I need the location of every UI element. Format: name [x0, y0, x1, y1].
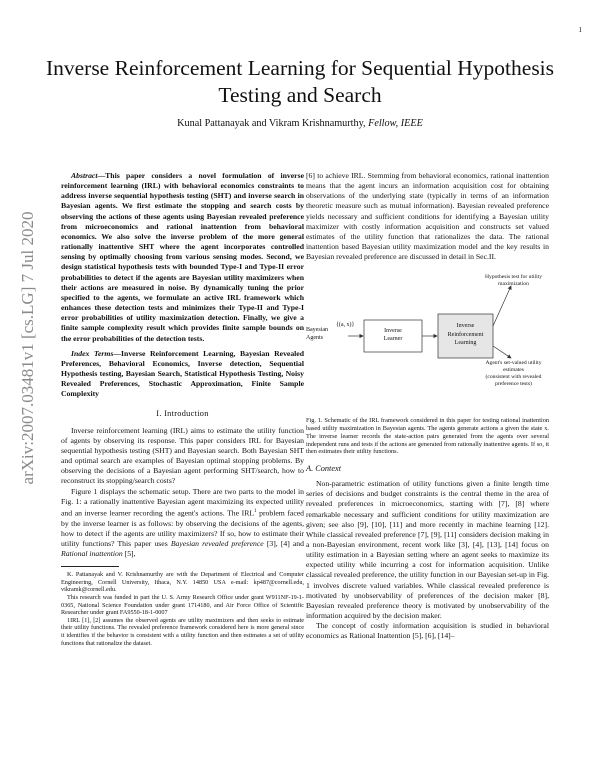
- author-fellow: Fellow, IEEE: [368, 118, 423, 129]
- index-terms-lead: Index Terms: [71, 348, 114, 358]
- index-terms: [61, 349, 304, 400]
- inverse-learner-label: [364, 327, 422, 343]
- agents-label-line-1: Bayesian: [306, 327, 328, 334]
- intro-p2-part-b: problem faced by the inverse learner is as follows: by observing the decisions of the agents, how to detect if the agents are utility maximizers? If so, how to estimate their utility functions? This paper uses: [61, 508, 305, 548]
- right-paragraph-3: The concept of costly information acquisition is studied in behavioral economics as Rational Inattention [5], [6], [14]–: [306, 621, 549, 641]
- out1-line-2: maximization: [498, 281, 529, 288]
- agents-label: [306, 326, 328, 342]
- agents-label-line-2: Agents: [306, 335, 323, 342]
- output-utility-test: [478, 274, 549, 288]
- abstract: [61, 171, 304, 344]
- output-utility-estimates: [478, 360, 549, 388]
- intro-p2-emph-1: Bayesian revealed preference: [170, 538, 264, 548]
- abstract-lead: Abstract: [71, 171, 98, 180]
- engine-line-2: Reinforcement: [447, 331, 484, 338]
- out2-line-2: estimates: [503, 367, 524, 374]
- subsection-heading-context: A. Context: [306, 463, 342, 473]
- arrow-irl-to-test: [493, 286, 511, 326]
- intro-paragraph-1: Inverse reinforcement learning (IRL) aims to estimate the utility function of agents by observing its response. This paper considers IRL for Bayesian sequential hypothesis testing (SHT) and Bayesian search. Both Bayesian SHT and optimal search are examples of Bayesian optimal stopping problems. By observing the decisions of a Bayesian agent performing SHT/search, how to reconstruct its stopping/search costs?: [61, 425, 304, 486]
- footnote-affiliation: K. Pattanayak and V. Krishnamurthy are with the Department of Electrical and Computer Engineering, Cornell University, Ithaca, N.Y. 14850 USA e-mail: kp487@cornell.edu, vikramk@cornell.edu.: [61, 571, 304, 594]
- paper-title: Inverse Reinforcement Learning for Sequential Hypothesis Testing and Search: [45, 56, 555, 107]
- learner-line-1: Inverse: [384, 328, 402, 335]
- index-terms-text: —Inverse Reinforcement Learning, Bayesian Revealed Preferences, Behavioral Economics, Inverse detection, Sequential Hypothesis testing, Bayesian Search, Statistical Hypothesis Testing, Noisy Revealed Preferences, Stochastic Approximation, Finite Sample Complexity: [61, 348, 304, 399]
- footnotes: [61, 571, 304, 647]
- footnote-1: 1IRL [1], [2] assumes the observed agents are utility maximizers and then seeks to estimate their utility functions. The revealed preference framework considered here is more general since it identifies if the behavior is consistent with a utility function and then estimates a set of utility functions that rationalize the dataset.: [61, 616, 304, 647]
- page-number: 1: [578, 26, 582, 34]
- out1-line-1: Hypothesis test for utility: [484, 274, 543, 281]
- intro-paragraph-2: [61, 487, 304, 560]
- right-column: [306, 171, 549, 642]
- out2-line-1: Agent's set-valued utility: [485, 360, 542, 367]
- left-column: [61, 171, 304, 647]
- author-names: Kunal Pattanayak and Vikram Krishnamurthy,: [177, 118, 369, 129]
- footnote-rule: [61, 566, 119, 567]
- out2-line-4: preference tests): [495, 381, 532, 388]
- intro-p2-emph-2: Rational inattention: [61, 549, 123, 559]
- irl-engine-label: [438, 322, 493, 348]
- out2-line-3: (consistent with revealed: [485, 374, 542, 381]
- intro-p2-part-c: [3], [4] and: [263, 538, 304, 548]
- arxiv-identifier: arXiv:2007.03481v1 [cs.LG] 7 Jul 2020: [18, 211, 37, 485]
- figure-1-caption: Fig. 1. Schematic of the IRL framework considered in this paper for testing rational inattention based utility maximization in Bayesian agents. The agents generate actions a given the state x. The inverse learner records the state-action pairs generated from the agents over several independent runs and tests if the actions are generated from rationally inattentive agents. If so, it then estimates their utility functions.: [306, 417, 549, 456]
- state-action-pair-label: {(a, x)}: [336, 322, 355, 329]
- engine-line-1: Inverse: [456, 323, 475, 330]
- learner-line-2: Learner: [383, 336, 403, 343]
- abstract-text: —This paper considers a novel formulation of inverse reinforcement learning (IRL) with behavioral economics constraints to address inverse sequential hypothesis testing (SHT) and inverse search in Bayesian agents. We first estimate the stopping and search costs by observing the actions of these agents using Bayesian revealed preference from microeconomics and rational inattention from behavioral economics. We also solve the inverse problem of the more general rationally inattentive SHT where the agent incorporates controlled sensing by optimally choosing from various sensing modes. Second, we design statistical hypothesis tests with bounded Type-I and Type-II error probabilities to detect if the agents are Bayesian utility maximizers when their actions are measured in noise. By dynamically tuning the prior specified to the agents, we formulate an active IRL framework which enhances these detection tests and minimizes their Type-II and Type-I error probabilities of utility maximization detection. Finally, we give a finite sample complexity result which provides finite sample bounds on the error probabilities of the detection tests.: [61, 171, 304, 343]
- footnote-funding: This research was funded in part the U. S. Army Research Office under grant W911NF-19-1-0365, National Science Foundation under grant 1714180, and Air Force Office of Scientific Researcher under grant FA9550-18-1-0007: [61, 593, 304, 617]
- right-paragraph-2: Non-parametric estimation of utility functions given a finite length time series of decisions and budget constraints is the central theme in the area of revealed preferences in microeconomics, starting with [7], [8] where remarkable necessary and sufficient conditions for utility maximization are given; see also [9], [10], [11] and more recently in machine learning [12]. While classical revealed preference [7], [9], [11] considers decision making in a non-Bayesian environment, recent work like [3], [4], [13], [14] focus on utility estimation in a Bayesian setting where an agent seeks to maximize its expected utility while incurring a cost for information acquisition. Unlike classical revealed preference, the utility function in our Bayesian set-up in Fig. 1 involves discrete valued variables. While classical revealed preference is motivated by unobservability of preferences of the decision maker [8], Bayesian revealed preference theory is motivated by unobservability of the information acquired by the decision maker.: [306, 479, 549, 621]
- footnote-marker: 1: [254, 508, 257, 514]
- section-heading-introduction: I. Introduction: [156, 409, 209, 419]
- figure-1-diagram: [306, 274, 549, 414]
- paper-authors: [40, 118, 560, 129]
- irl-schematic: [306, 274, 549, 414]
- arrow-irl-to-estimates: [493, 346, 511, 358]
- engine-line-3: Learning: [454, 340, 477, 347]
- right-paragraph-1: [6] to achieve IRL. Stemming from behavioral economics, rational inattention means that the agent incurs an information acquisition cost for obtaining observations of the underlying state (typically in terms of an information theoretic measure such as mutual information). Bayesian revealed preference yields necessary and sufficient conditions for identifying a Bayesian utility maximizer with costly information acquisition and constructs set valued estimates of the utility function that rationalizes the data. The rational inattention based Bayesian utility maximization model and the key results in Bayesian revealed preference are discussed in detail in Sec.II.: [306, 171, 549, 262]
- intro-p2-part-a: Figure 1 displays the schematic setup. There are two parts to the model in Fig. 1: a rationally inattentive Bayesian agent maximizing its expected utility and an inverse learner recording the agent's actions. The IRL: [61, 486, 304, 518]
- intro-p2-part-d: [5],: [122, 549, 136, 559]
